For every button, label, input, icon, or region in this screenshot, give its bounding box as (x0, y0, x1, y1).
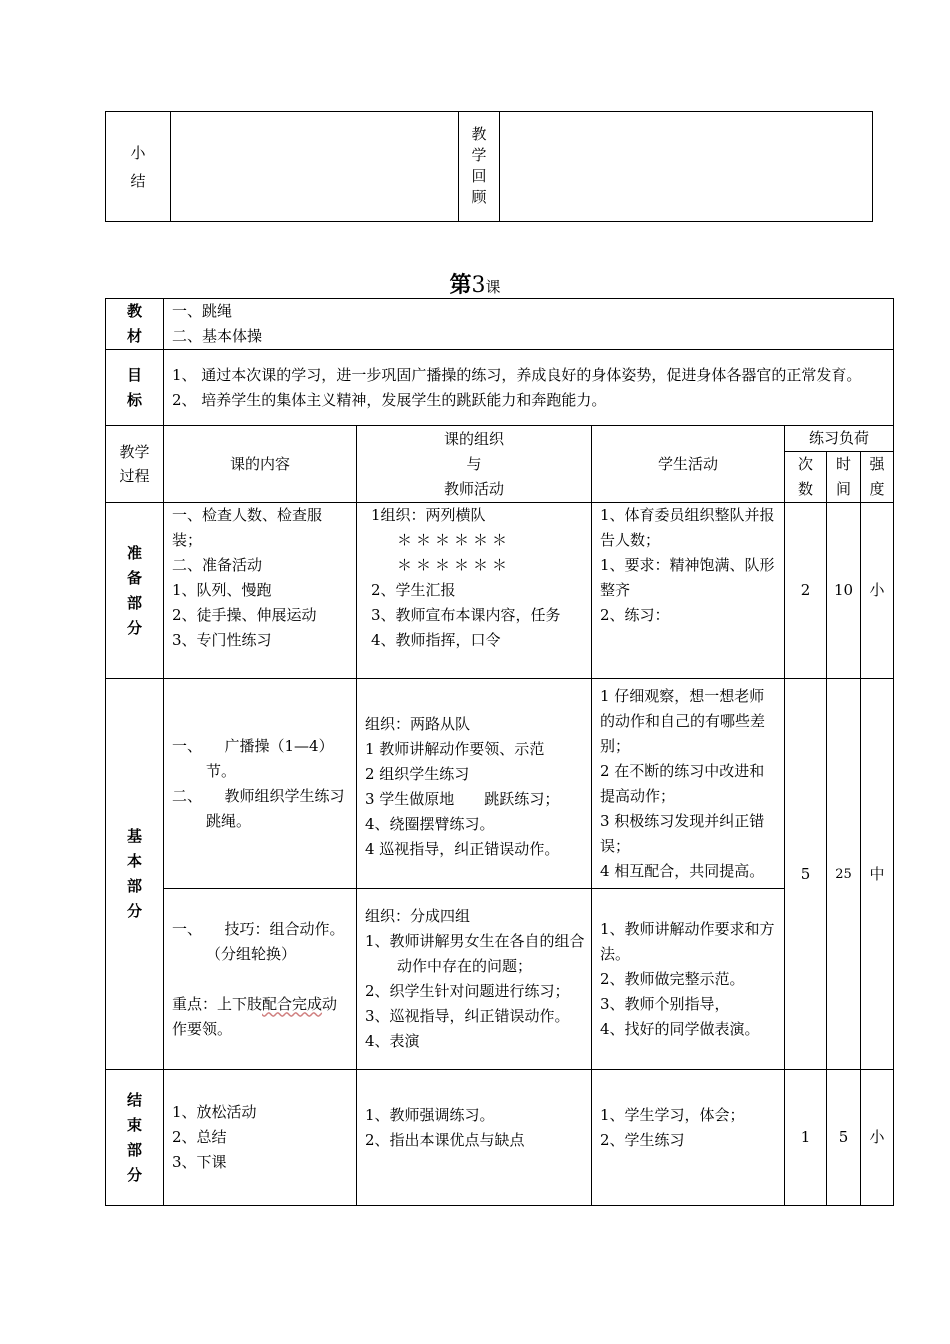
list-item: 2、教师做完整示范。 (600, 969, 745, 988)
formation-row: ＊＊＊＊＊＊ (397, 531, 512, 549)
list-item: 2、徒手操、伸展运动 (172, 606, 317, 624)
summary-content-cell (171, 112, 459, 222)
goal-item: 1、 通过本次课的学习，进一步巩固广播操的练习，养成良好的身体姿势，促进身体各器官的正常发育。 (172, 365, 862, 384)
lesson-title-number: 3 (471, 273, 486, 298)
prep-label-cell (106, 503, 164, 679)
times-header: 次数 (785, 452, 827, 503)
load-header: 练习负荷 (785, 426, 894, 452)
list-item: 3、下课 (172, 1153, 227, 1171)
basic2-org-cell (357, 889, 592, 1070)
prep-org-cell (357, 503, 592, 679)
basic-times: 5 (785, 679, 827, 1070)
list-item: 1 教师讲解动作要领、示范 (365, 739, 545, 758)
goal-item: 2、 培养学生的集体主义精神，发展学生的跳跃能力和奔跑能力。 (172, 390, 607, 409)
lesson-plan-table (105, 298, 894, 1206)
list-item: 一、 技巧：组合动作。（分组轮换） (172, 919, 345, 963)
list-item: 2、练习： (600, 606, 670, 624)
basic1-student-cell (592, 679, 785, 889)
prep-label: 准备部分 (126, 543, 142, 637)
content-header: 课的内容 (164, 426, 357, 503)
list-item: 2、总结 (172, 1128, 227, 1146)
end-label: 结束部分 (126, 1090, 142, 1184)
duration-header: 时间 (827, 452, 861, 503)
list-item: 2、学生练习 (600, 1130, 685, 1149)
end-duration: 5 (827, 1070, 861, 1206)
list-item: 2 在不断的练习中改进和提高动作； (600, 761, 765, 805)
org-header: 课的组织 与 教师活动 (357, 426, 592, 503)
basic-duration: 25 (827, 679, 861, 1070)
list-item: 组织：两路从队 (365, 714, 471, 733)
summary-table (105, 111, 873, 222)
list-item: 组织：分成四组 (365, 907, 471, 925)
lesson-title-suffix: 课 (485, 278, 501, 296)
summary-label-cell (106, 112, 171, 222)
list-item: 4、表演 (365, 1032, 420, 1050)
material-item: 二、基本体操 (172, 327, 263, 345)
list-item: 2、学生汇报 (371, 581, 456, 599)
end-org-cell (357, 1070, 592, 1206)
prep-duration: 10 (827, 503, 861, 679)
review-label-cell (459, 112, 500, 222)
list-item: 1 仔细观察，想一想老师的动作和自己的有哪些差别； (600, 686, 766, 755)
basic-label-cell (106, 679, 164, 1070)
material-label: 教材 (126, 302, 142, 345)
basic1-org-cell (357, 679, 592, 889)
list-item: 二、 教师组织学生练习跳绳。 (172, 786, 345, 830)
key-point: 重点：上下肢配合完成动作要领。 (172, 994, 338, 1038)
list-item: 4、找好的同学做表演。 (600, 1019, 760, 1038)
list-item: 一、 广播操（1—4）节。 (172, 736, 334, 780)
list-item: 3 学生做原地 跳跃练习； (365, 789, 560, 808)
goal-label: 目标 (126, 365, 142, 409)
list-item: 一、检查人数、检查服装； (172, 506, 323, 549)
list-item: 4、教师指挥，口令 (371, 631, 501, 649)
student-header: 学生活动 (592, 426, 785, 503)
basic2-student-cell (592, 889, 785, 1070)
list-item: 3、教师宣布本课内容，任务 (371, 606, 561, 624)
list-item: 1、体育委员组织整队并报告人数； (600, 506, 775, 549)
end-content-cell (164, 1070, 357, 1206)
material-item: 一、跳绳 (172, 302, 233, 320)
summary-label: 小 结 (130, 143, 146, 190)
list-item: 二、准备活动 (172, 556, 263, 574)
lesson-title-prefix: 第 (449, 272, 472, 298)
list-item: 1、放松活动 (172, 1103, 257, 1121)
prep-content-cell (164, 503, 357, 679)
review-label: 教学回顾 (471, 124, 487, 206)
end-times: 1 (785, 1070, 827, 1206)
prep-intensity: 小 (861, 503, 894, 679)
basic-label: 基本部分 (126, 827, 142, 920)
material-label-cell (106, 299, 164, 350)
list-item: 1组织：两列横队 (371, 506, 486, 524)
list-item: 3、专门性练习 (172, 631, 272, 649)
prep-student-cell (592, 503, 785, 679)
list-item: 4 巡视指导，纠正错误动作。 (365, 839, 560, 858)
basic1-content-cell (164, 679, 357, 889)
basic2-content-cell (164, 889, 357, 1070)
list-item: 1、要求：精神饱满、队形整齐 (600, 556, 775, 599)
list-item: 3 积极练习发现并纠正错误； (600, 811, 765, 855)
end-label-cell (106, 1070, 164, 1206)
list-item: 4、绕圈摆臂练习。 (365, 814, 495, 833)
goals-cell (164, 350, 894, 426)
review-content-cell (500, 112, 873, 222)
list-item: 1、教师讲解男女生在各自的组合动作中存在的问题； (365, 932, 585, 975)
list-item: 4 相互配合，共同提高。 (600, 861, 765, 880)
end-student-cell (592, 1070, 785, 1206)
list-item: 1、教师强调练习。 (365, 1105, 495, 1124)
intensity-header: 强度 (861, 452, 894, 503)
list-item: 2、织学生针对问题进行练习； (365, 982, 570, 1000)
formation-row: ＊＊＊＊＊＊ (397, 556, 512, 574)
list-item: 3、教师个别指导， (600, 994, 730, 1013)
list-item: 3、巡视指导，纠正错误动作。 (365, 1007, 570, 1025)
prep-times: 2 (785, 503, 827, 679)
basic-intensity: 中 (861, 679, 894, 1070)
end-intensity: 小 (861, 1070, 894, 1206)
process-header: 教学过程 (106, 426, 164, 503)
list-item: 1、学生学习，体会； (600, 1105, 745, 1124)
list-item: 1、队列、慢跑 (172, 581, 272, 599)
goal-label-cell (106, 350, 164, 426)
list-item: 2、指出本课优点与缺点 (365, 1130, 525, 1149)
materials-cell (164, 299, 894, 350)
list-item: 2 组织学生练习 (365, 764, 470, 783)
list-item: 1、教师讲解动作要求和方法。 (600, 919, 775, 963)
